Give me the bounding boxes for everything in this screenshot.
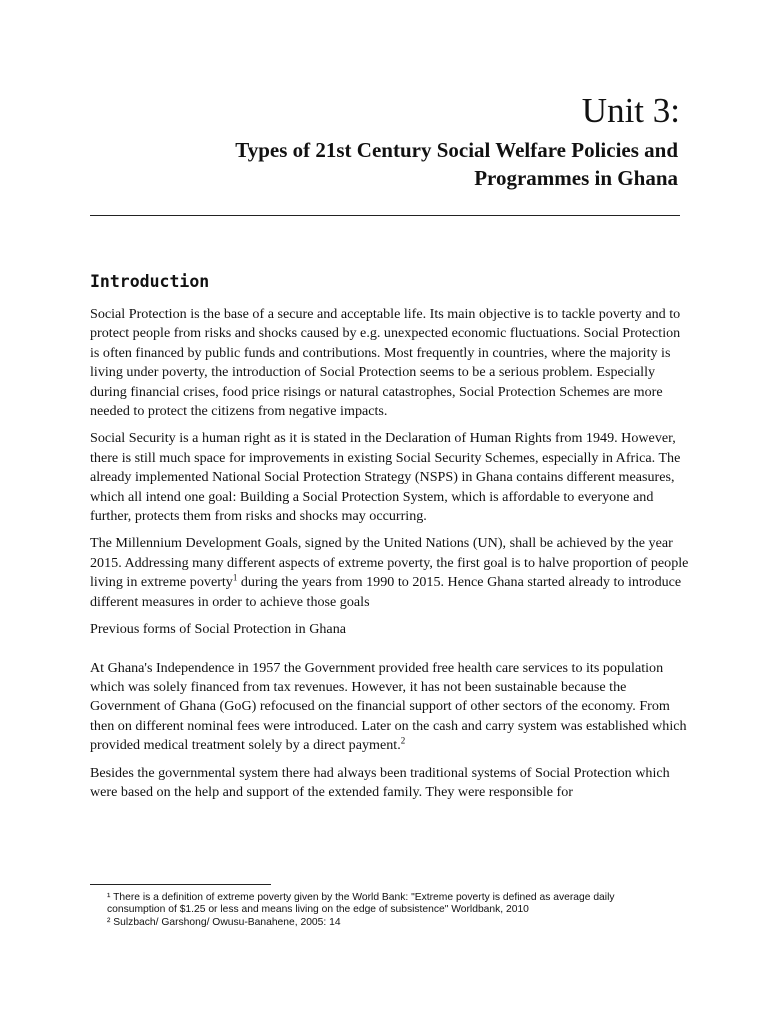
footnotes: [107, 892, 667, 929]
footnote-divider: [90, 884, 271, 885]
paragraph-4-text: At Ghana's Independence in 1957 the Government provided free health care services to its population which was solely financed from tax revenues. However, it has not been sustainable because the Government of Ghana (GoG) refocused on the financial support of other sectors of the economy. From then on different nominal fees were introduced. Later on the cash and carry system was established which provided medical treatment solely by a direct payment.: [90, 659, 687, 754]
paragraph-4: [90, 659, 690, 756]
unit-title: Unit 3:: [581, 91, 680, 130]
subtitle-line-1: Types of 21st Century Social Welfare Policies and: [235, 138, 678, 162]
paragraph-5: Besides the governmental system there had always been traditional systems of Social Protection which were based on the help and support of the extended family. They were responsible for: [90, 764, 670, 800]
paragraph-1: Social Protection is the base of a secure and acceptable life. Its main objective is to tackle poverty and to protect people from risks and shocks caused by e.g. unexpected economic fluctuations. Social Protection is often financed by public funds and contributions. Most frequently in countries, where the majority is living under poverty, the introduction of Social Protection seems to be a serious problem. Especially during financial crises, food price risings or natural catastrophes, Social Protection Schemes are more needed to protect the citizens from negative impacts.: [90, 306, 681, 420]
paragraph-3-text-a: The Millennium Development Goals, signed by the United Nations (UN), shall be achieved by the year 2015. Addressing many different aspects of extreme poverty, the first goal is to halve proportion of people living in extreme poverty: [90, 535, 689, 591]
unit-subtitle: [118, 136, 678, 192]
footnote-ref-2[interactable]: 2: [400, 735, 406, 746]
paragraph-3: [90, 534, 690, 612]
paragraph-2: Social Security is a human right as it is stated in the Declaration of Human Rights from 1949. However, there is still much space for improvements in existing Social Security Schemes, especially in Africa. The already implemented National Social Protection Strategy (NSPS) in Ghana contains different measures, which all intend one goal: Building a Social Protection System, which is affordable to everyone and further, protects them from risks and shocks may occurring.: [90, 430, 681, 525]
footnote-1: ¹ There is a definition of extreme poverty given by the World Bank: "Extreme poverty is defined as average daily consumption of $1.25 or less and means living on the edge of subsistence" Worldbank, 2010: [107, 892, 615, 916]
subsection-label: Previous forms of Social Protection in Ghana: [90, 621, 346, 638]
section-heading: Introduction: [90, 272, 210, 291]
subtitle-line-2: Programmes in Ghana: [474, 166, 678, 190]
footnote-2: ² Sulzbach/ Garshong/ Owusu-Banahene, 2005: 14: [107, 916, 341, 928]
footnote-ref-1[interactable]: 1: [232, 572, 238, 583]
body-text: [90, 305, 690, 810]
title-divider: [90, 215, 680, 216]
paragraph-3-text-b: during the years from 1990 to 2015. Hence Ghana started already to introduce different measures in order to achieve those goals: [90, 574, 682, 610]
